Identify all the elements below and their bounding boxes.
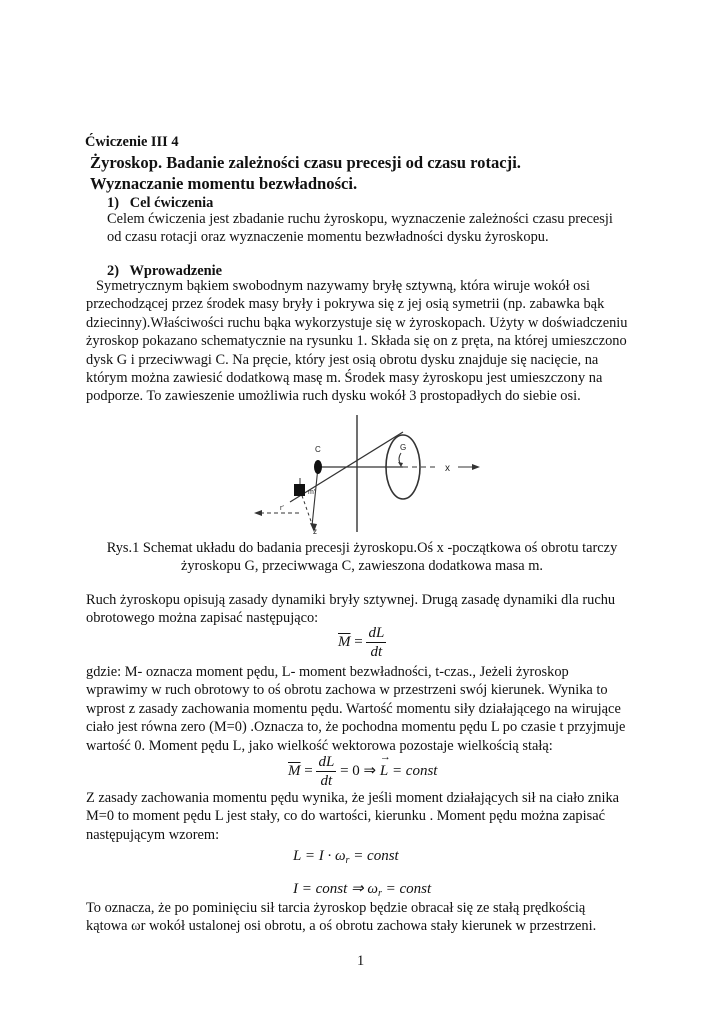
eq1-lhs: $\overline{M}$ [338,633,351,650]
label-r: r′ [280,505,284,512]
text-line: żyroskop pokazano schematycznie na rysunku 1. Składa się on z pręta, na której umieszczono [86,333,627,350]
eq2-fraction [316,753,336,790]
section2-heading: 2) Wprowadzenie [107,263,222,279]
page-title-line2: Wyznaczanie momentu bezwładności. [90,174,358,193]
eq1-den: dt [370,644,383,660]
eq2-den: dt [320,773,333,789]
figure-caption-line2: żyroskopu G, przeciwwaga C, zawieszona dodatkowa masa m. [180,558,544,574]
paragraph-momentum-formula [86,789,619,844]
text-line: którym można zawiesić dodatkową masę m. Środek masy żyroskopu jest umieszczony na [86,370,603,387]
eq2-lhs: $\overline{M}$ [288,762,301,779]
eq2-num: dL [318,754,335,770]
eq1-num: dL [368,625,385,641]
eq3-part-b: = const [349,848,399,864]
text-line: Ruch żyroskopu opisują zasady dynamiki bryły sztywnej. Drugą zasadę dynamiki dla ruchu [86,592,616,608]
text-line: wprawimy w ruch obrotowy to oś obrotu zachowa w przestrzeni swój kierunek. Wynika to [86,682,608,699]
eq4-part-a: I = const ⇒ ω [293,881,378,897]
eq3-part-a: L = I · ω [293,848,346,864]
eq1-fraction [366,624,386,661]
text-line: wartość 0. Moment pędu L, jako wielkość wektorowa pozostaje wielkością stałą: [86,737,553,754]
label-c: C [315,445,321,454]
eq2-rhs: = const [391,762,438,779]
text-line: dysk G i przeciwwagi C. Na pręcie, który jest osią obrotu dysku znajduje się nacięcie, na [86,351,599,368]
exercise-label: Ćwiczenie III 4 [85,134,179,150]
equation-angular-momentum [293,848,399,866]
label-x: x [445,463,450,474]
paragraph-conservation [86,663,625,755]
equation-const-omega [293,879,431,899]
text-line: przechodzącej przez środek masy bryły i pokrywa się z jej osią symetrii (np. zabawka bąk [86,296,605,313]
label-z: z [313,527,317,535]
text-line: To oznacza, że po pominięciu sił tarcia żyroskop będzie obracał się ze stałą prędkością [86,900,586,916]
eq1-eq: = [354,633,363,650]
text-line: dziecinny).Właściwości ruchu bąka wykorzystuje się w żyroskopach. Użyty w doświadczeniu [86,314,628,331]
page-title-line1: Żyroskop. Badanie zależności czasu precesji od czasu rotacji. [90,153,521,172]
paragraph-dynamics [86,591,615,628]
eq2-mid: = 0 ⇒ [340,762,377,779]
gyroscope-figure [240,410,490,535]
text-line: kątowa ωr wokół ustalonej osi obrotu, a oś obrotu zachowa stały kierunek w przestrzeni. [86,918,597,935]
section1-text [107,210,613,247]
label-m: m′ [308,489,316,496]
figure-caption-line1: Rys.1 Schemat układu do badania precesji żyroskopu.Oś x -początkowa oś obrotu tarczy [106,540,618,556]
equation-second-law [338,624,386,661]
section2-text [86,277,627,406]
text-line: Symetrycznym bąkiem swobodnym nazywamy bryłę sztywną, która wiruje wokół osi [96,278,590,294]
paragraph-conclusion [86,899,596,936]
text-line: wprost z zasady zachowania momentu pędu. Wartość momentu siły działającego na wirujące [86,700,621,717]
text-line: M=0 to moment pędu L jest stały, co do wartości, kierunku . Moment pędu można zapisać [86,808,605,825]
label-g: G [400,443,407,452]
eq3-sub: r [345,855,350,866]
text-line: gdzie: M- oznacza moment pędu, L- moment bezwładności, t-czas., Jeżeli żyroskop [86,664,569,680]
page-number: 1 [357,953,365,969]
eq4-sub: r [377,888,382,899]
equation-const-momentum: $\overline{M}$ = $\frac{dL}{dt}$ = 0 ⇒ L → = const [288,750,438,789]
eq2-rhs-var: L → [379,750,391,779]
text-line: następującym wzorem: [86,826,220,843]
text-line: podporze. To zawieszenie umożliwia ruch dysku wokół 3 prostopadłych do siebie osi. [86,388,581,405]
text-line: obrotowego można zapisać następująco: [86,610,319,627]
eq4-part-b: = const [381,881,432,897]
text-line: ciało jest równa zero (M=0) .Oznacza to, że pochodna momentu pędu L po czasie t przyjmuje [86,719,626,736]
section1-heading: 1) Cel ćwiczenia [107,195,214,211]
text-line: Z zasady zachowania momentu pędu wynika, że jeśli moment działających sił na ciało znika [86,790,620,806]
text-line: Celem ćwiczenia jest zbadanie ruchu żyroskopu, wyznaczenie zależności czasu precesji [107,211,613,227]
text-line: od czasu rotacji oraz wyznaczenie momentu bezwładności dysku żyroskopu. [107,229,549,246]
